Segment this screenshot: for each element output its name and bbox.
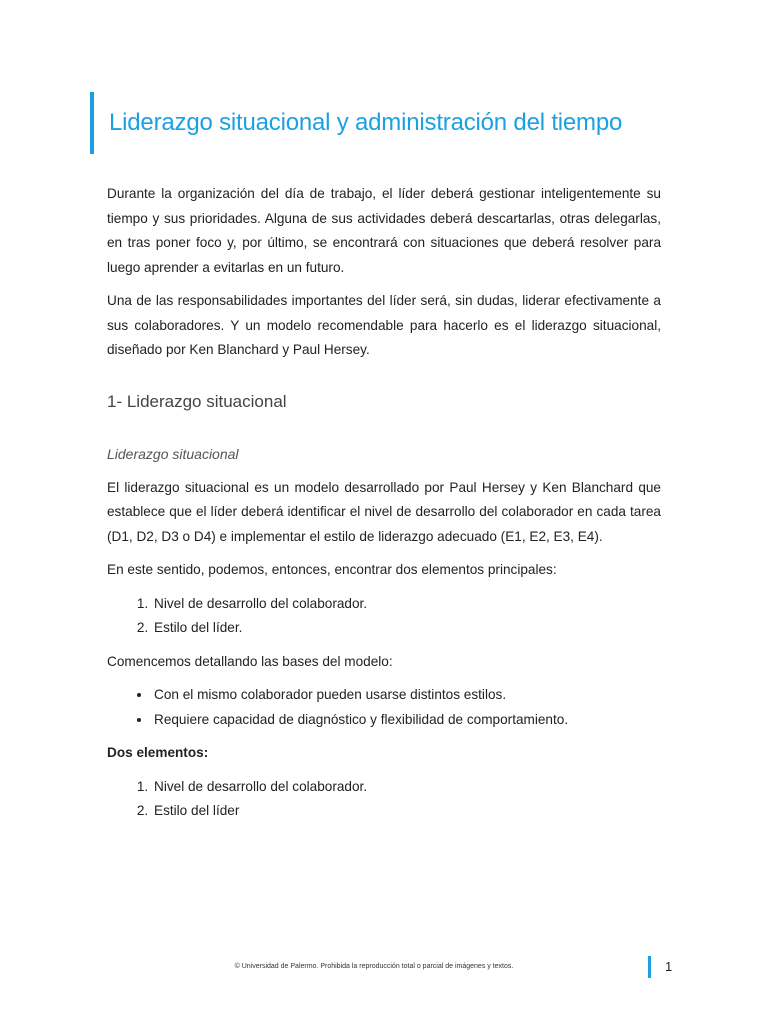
bullet-item: • Con el mismo colaborador pueden usarse distintos estilos. <box>152 683 661 708</box>
bullet-item: • Requiere capacidad de diagnóstico y flexibilidad de comportamiento. <box>152 708 661 733</box>
section-paragraph-1: El liderazgo situacional es un modelo desarrollado por Paul Hersey y Ken Blanchard que establece que el líder deberá identificar el nivel de desarrollo del colaborador en cada tarea (D1, D2, D3 o D4) e implementar el estilo de liderazgo adecuado (E1, E2, E3, E4). <box>107 479 661 544</box>
intro-paragraph-1: Durante la organización del día de trabajo, el líder deberá gestionar inteligentemente su tiempo y sus prioridades. Alguna de sus actividades deberá descartarlas, otras delegarlas, en tras poner foco y, por último, se encontrará con situaciones que deberá resolver para luego aprender a evitarlas en un futuro. <box>107 186 661 275</box>
page-number: 1 <box>665 959 673 974</box>
elements-list-2 <box>107 775 661 824</box>
copyright-notice: © Universidad de Palermo. Prohibida la reproducción total o parcial de imágenes y textos. <box>234 963 514 970</box>
intro-paragraph-2: Una de las responsabilidades importantes del líder será, sin dudas, liderar efectivamente a sus colaboradores. Y un modelo recomendable para hacerlo es el liderazgo situacional, diseñado por Ken Blanchard y Paul Hersey. <box>107 293 661 357</box>
list-item: 1. Nivel de desarrollo del colaborador. <box>152 775 661 800</box>
bases-list <box>107 683 661 732</box>
section-heading: 1- Liderazgo situacional <box>107 391 287 411</box>
section-paragraph-2: En este sentido, podemos, entonces, encontrar dos elementos principales: <box>107 562 557 577</box>
footer-accent-bar <box>648 956 651 978</box>
list-item: 2. Estilo del líder. <box>152 616 661 641</box>
elements-list <box>107 592 661 641</box>
section-subheading: Liderazgo situacional <box>107 446 239 462</box>
list-item: 1. Nivel de desarrollo del colaborador. <box>152 592 661 617</box>
page-footer <box>0 961 768 975</box>
section-paragraph-3: Comencemos detallando las bases del modelo: <box>107 653 393 669</box>
list-item: 2. Estilo del líder <box>152 799 661 824</box>
bold-label: Dos elementos: <box>107 745 209 760</box>
document-title: Liderazgo situacional y administración del tiempo <box>109 109 623 136</box>
document-body <box>107 182 661 833</box>
title-block <box>90 92 622 154</box>
